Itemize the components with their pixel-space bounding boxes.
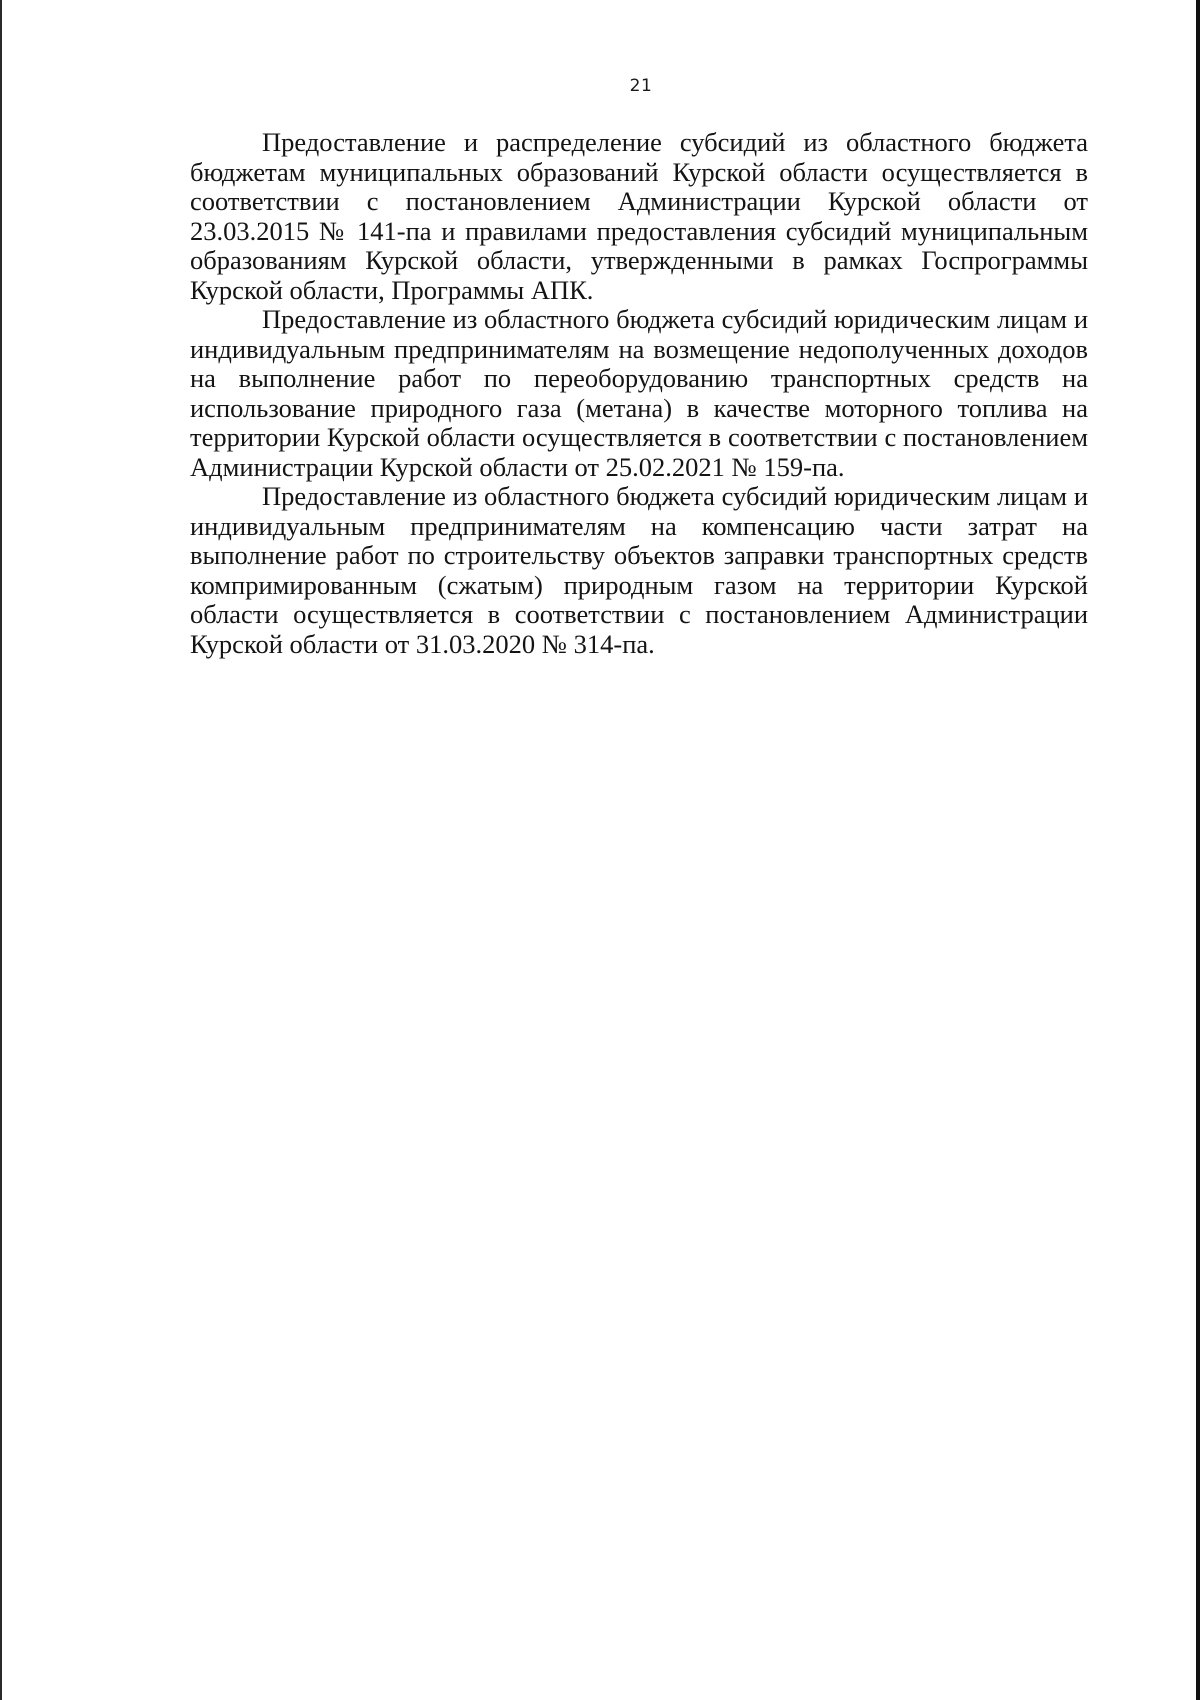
paragraph-subsidies-municipal: Предоставление и распределение субсидий из областного бюджета бюджетам муниципальных образований Курской области осуществляется в соответствии с постановлением Администрации Курской области от 23.03.2015 № 141-па и правилами предоставления субсидий муниципальным образованиям Курской области, утвержденными в рамках Госпрограммы Курской области, Программы АПК. bbox=[190, 127, 1088, 305]
page-number: 21 bbox=[629, 76, 653, 96]
paragraph-subsidies-gas-stations: Предоставление из областного бюджета субсидий юридическим лицам и индивидуальным предпринимателям на компенсацию части затрат на выполнение работ по строительству объектов заправки транспортных средств компримированным (сжатым) природным газом на территории Курской области осуществляется в соответствии с постановлением Администрации Курской области от 31.03.2020 № 314-па. bbox=[190, 481, 1088, 659]
scan-edge-left bbox=[0, 0, 2, 1700]
paragraph-subsidies-gas-conversion: Предоставление из областного бюджета субсидий юридическим лицам и индивидуальным предпринимателям на возмещение недополученных доходов на выполнение работ по переоборудованию транспортных средств на использование природного газа (метана) в качестве моторного топлива на территории Курской области осуществляется в соответствии с постановлением Администрации Курской области от 25.02.2021 № 159-па. bbox=[190, 304, 1088, 482]
scan-edge-right bbox=[1196, 0, 1200, 1700]
document-body bbox=[190, 128, 1088, 659]
